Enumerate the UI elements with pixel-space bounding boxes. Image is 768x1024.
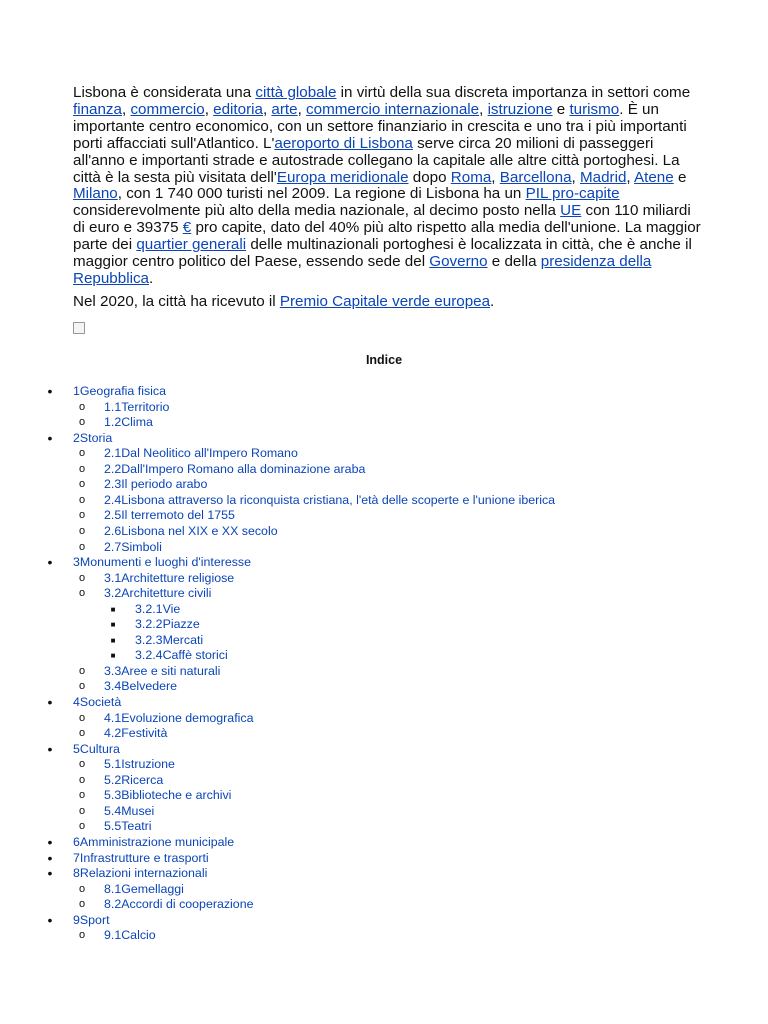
toc-number: 2.4 <box>104 492 122 507</box>
toc-label: Il terremoto del 1755 <box>121 508 235 523</box>
article-link[interactable]: aeroporto di Lisbona <box>274 134 413 152</box>
toc-number: 5.1 <box>104 757 122 772</box>
toc-link[interactable] <box>104 540 162 556</box>
toc-label: Evoluzione demografica <box>121 710 254 725</box>
toc-toggle-checkbox[interactable] <box>73 322 85 334</box>
toc-number: 8.2 <box>104 897 122 912</box>
toc-number: 3.2.1 <box>135 601 163 616</box>
toc-label: Simboli <box>121 539 162 554</box>
paragraph-text: . <box>490 293 495 310</box>
toc-label: Monumenti e luoghi d'interesse <box>79 555 252 570</box>
article-link[interactable]: Atene <box>634 168 674 186</box>
toc-link[interactable] <box>104 726 167 742</box>
toc-item-8 <box>0 866 768 882</box>
toc-label: Istruzione <box>121 757 175 772</box>
toc-link[interactable] <box>73 866 207 882</box>
toc-label: Accordi di cooperazione <box>121 897 254 912</box>
toc-label: Sport <box>79 912 110 927</box>
toc-item-2-7 <box>0 540 768 556</box>
toc-item-5-4 <box>0 804 768 820</box>
list-bullet-icon: o <box>78 587 86 600</box>
paragraph-text: Lisbona è considerata una <box>73 84 256 101</box>
toc-link[interactable] <box>135 648 228 664</box>
award-paragraph <box>73 294 703 311</box>
article-link[interactable]: Premio Capitale verde europea <box>279 293 491 310</box>
toc-label: Il periodo arabo <box>121 477 208 492</box>
paragraph-text: . È un importante centro economico, con un settore finanziario in crescita e uno tra i più importanti porti affacciati sull'Atlantico. L' <box>73 100 687 152</box>
list-bullet-icon: o <box>78 882 86 895</box>
toc-number: 3.1 <box>104 570 122 585</box>
toc-label: Lisbona nel XIX e XX secolo <box>121 523 278 538</box>
toc-number: 5.3 <box>104 788 122 803</box>
toc-item-3-2-3 <box>0 633 768 649</box>
toc-item-2-5 <box>0 508 768 524</box>
article-link[interactable]: istruzione <box>487 100 553 118</box>
toc-link[interactable] <box>104 757 175 773</box>
toc-number: 2.1 <box>104 446 122 461</box>
toc-item-2-1 <box>0 446 768 462</box>
toc-item-5-5 <box>0 819 768 835</box>
toc-label: Infrastrutture e trasporti <box>79 850 209 865</box>
article-link[interactable]: Milano <box>73 185 118 203</box>
toc-item-4 <box>0 695 768 711</box>
list-bullet-icon: o <box>78 462 86 475</box>
toc-label: Mercati <box>162 632 204 647</box>
list-bullet-icon: o <box>78 727 86 740</box>
toc-label: Vie <box>162 601 181 616</box>
paragraph-text: , <box>297 100 307 118</box>
toc-number: 2.3 <box>104 477 122 492</box>
toc-number: 2.7 <box>104 539 122 554</box>
toc-number: 3 <box>73 555 80 570</box>
toc-number: 8 <box>73 866 80 881</box>
toc-label: Ricerca <box>121 772 164 787</box>
toc-link[interactable] <box>73 555 251 571</box>
toc-label: Società <box>79 695 122 709</box>
toc-number: 5.2 <box>104 772 122 787</box>
list-bullet-icon: • <box>47 849 53 866</box>
toc-item-5 <box>0 742 768 758</box>
list-bullet-icon: o <box>78 898 86 911</box>
list-bullet-icon: ■ <box>110 635 116 645</box>
article-link[interactable]: città globale <box>255 84 337 101</box>
list-bullet-icon: o <box>78 680 86 693</box>
paragraph-text: , <box>571 168 580 186</box>
toc-item-9 <box>0 913 768 929</box>
list-bullet-icon: o <box>78 540 86 553</box>
toc-link[interactable] <box>104 415 153 431</box>
toc-link[interactable] <box>73 851 209 867</box>
article-link[interactable]: € <box>182 219 192 237</box>
toc-link[interactable] <box>104 804 154 820</box>
toc-item-1 <box>0 384 768 400</box>
list-bullet-icon: o <box>78 524 86 537</box>
toc-label: Festività <box>121 726 168 741</box>
toc-number: 9.1 <box>104 928 122 943</box>
toc-label: Teatri <box>121 819 152 834</box>
toc-item-2-3 <box>0 477 768 493</box>
toc-link[interactable] <box>135 633 203 649</box>
toc-item-3-2-2 <box>0 617 768 633</box>
list-bullet-icon: • <box>47 833 53 850</box>
article-link[interactable]: PIL pro-capite <box>525 185 620 203</box>
list-bullet-icon: o <box>78 571 86 584</box>
article-link[interactable]: Barcellona <box>499 168 572 186</box>
toc-item-3-2 <box>0 586 768 602</box>
list-bullet-icon: o <box>78 773 86 786</box>
list-bullet-icon: • <box>47 911 53 928</box>
toc-title: Indice <box>365 353 403 367</box>
toc-number: 8.1 <box>104 881 122 896</box>
toc-link[interactable] <box>104 788 231 804</box>
toc-number: 9 <box>73 912 80 927</box>
list-bullet-icon: o <box>78 804 86 817</box>
toc-link[interactable] <box>135 617 200 633</box>
toc-link[interactable] <box>104 400 169 416</box>
paragraph-text: e della <box>487 253 541 271</box>
toc-label: Piazze <box>162 617 200 632</box>
paragraph-text: dopo <box>408 168 451 186</box>
table-of-contents <box>0 384 768 964</box>
toc-label: Lisbona attraverso la riconquista cristiana, l'età delle scoperte e l'unione iberica <box>121 492 556 507</box>
list-bullet-icon: • <box>47 554 53 571</box>
toc-link[interactable] <box>104 773 163 789</box>
toc-item-5-2 <box>0 773 768 789</box>
toc-link[interactable] <box>104 493 555 509</box>
toc-link[interactable] <box>104 571 234 587</box>
list-bullet-icon: • <box>47 740 53 757</box>
toc-label: Architetture civili <box>121 586 212 601</box>
article-link[interactable]: commercio internazionale <box>306 100 480 118</box>
toc-item-2 <box>0 431 768 447</box>
toc-item-9-1 <box>0 928 768 944</box>
toc-link[interactable] <box>104 462 365 478</box>
list-bullet-icon: o <box>78 929 86 942</box>
list-bullet-icon: ■ <box>110 620 116 630</box>
list-bullet-icon: o <box>78 789 86 802</box>
paragraph-text: serve circa 20 milioni di passeggeri all'anno e importanti strade e autostrade collegano la capitale alle altre città portoghesi. La città è la sesta più visitata dell' <box>73 134 680 186</box>
toc-number: 2 <box>73 430 80 445</box>
list-bullet-icon: o <box>78 509 86 522</box>
toc-number: 6 <box>73 834 80 849</box>
toc-label: Clima <box>121 415 153 430</box>
toc-item-1-1 <box>0 400 768 416</box>
toc-number: 3.2.2 <box>135 617 163 632</box>
toc-link[interactable] <box>73 835 234 851</box>
toc-link[interactable] <box>104 882 184 898</box>
toc-link[interactable] <box>104 711 253 727</box>
paragraph-text: pro capite, dato del 40% più alto rispetto alla media dell'unione. La maggior parte dei <box>73 219 701 254</box>
paragraph-text: considerevolmente più alto della media nazionale, al decimo posto nella <box>73 202 561 220</box>
paragraph-text: con 110 miliardi di euro e 39375 <box>73 202 691 237</box>
toc-link[interactable] <box>104 928 156 944</box>
toc-link[interactable] <box>73 384 166 400</box>
toc-item-3-2-4 <box>0 648 768 664</box>
article-link[interactable]: turismo <box>569 100 620 118</box>
toc-link[interactable] <box>104 586 211 602</box>
paragraph-text: , <box>479 100 488 118</box>
article-link[interactable]: Governo <box>429 253 488 271</box>
toc-label: Calcio <box>121 928 156 943</box>
article-link[interactable]: quartier generali <box>136 236 247 254</box>
list-bullet-icon: o <box>78 447 86 460</box>
paragraph-text: delle multinazionali portoghesi è localizzata in città, che è anche il maggior centro politico del Paese, essendo sede del <box>73 236 692 271</box>
toc-label: Dall'Impero Romano alla dominazione araba <box>121 461 366 476</box>
toc-number: 4.1 <box>104 710 122 725</box>
toc-label: Architetture religiose <box>121 570 235 585</box>
paragraph-text: e <box>552 100 570 118</box>
toc-number: 3.2.4 <box>135 648 163 663</box>
toc-item-8-2 <box>0 897 768 913</box>
article-link[interactable]: finanza <box>73 100 122 118</box>
toc-number: 3.3 <box>104 663 122 678</box>
paragraph-text: , con 1 740 000 turisti nel 2009. La regione di Lisbona ha un <box>117 185 526 203</box>
list-bullet-icon: o <box>78 493 86 506</box>
toc-item-5-3 <box>0 788 768 804</box>
paragraph-text: , <box>491 168 500 186</box>
toc-label: Biblioteche e archivi <box>121 788 232 803</box>
toc-link[interactable] <box>73 913 110 929</box>
toc-number: 1 <box>73 384 80 398</box>
list-bullet-icon: o <box>78 478 86 491</box>
paragraph-text: , <box>626 168 635 186</box>
toc-item-3-2-1 <box>0 602 768 618</box>
toc-item-3-4 <box>0 679 768 695</box>
toc-label: Storia <box>79 430 113 445</box>
toc-link[interactable] <box>104 819 152 835</box>
toc-item-2-2 <box>0 462 768 478</box>
toc-number: 4 <box>73 695 80 709</box>
list-bullet-icon: o <box>78 400 86 413</box>
toc-label: Geografia fisica <box>79 384 166 398</box>
paragraph-text: Nel 2020, la città ha ricevuto il <box>73 293 280 310</box>
list-bullet-icon: o <box>78 664 86 677</box>
list-bullet-icon: ■ <box>110 651 116 661</box>
toc-link[interactable] <box>104 524 278 540</box>
toc-link[interactable] <box>104 508 235 524</box>
toc-item-2-6 <box>0 524 768 540</box>
toc-number: 3.4 <box>104 679 122 694</box>
article-link[interactable]: Madrid <box>579 168 627 186</box>
toc-link[interactable] <box>73 431 112 447</box>
paragraph-text: , <box>204 100 214 118</box>
toc-number: 1.2 <box>104 415 122 430</box>
toc-label: Relazioni internazionali <box>79 866 208 881</box>
toc-link[interactable] <box>104 679 177 695</box>
article-link[interactable]: Roma <box>450 168 492 186</box>
toc-link[interactable] <box>104 446 298 462</box>
list-bullet-icon: • <box>47 429 53 446</box>
toc-label: Amministrazione municipale <box>79 834 235 849</box>
toc-number: 5 <box>73 741 80 756</box>
article-link[interactable]: commercio <box>130 100 205 118</box>
toc-item-3-3 <box>0 664 768 680</box>
article-link[interactable]: arte <box>271 100 298 118</box>
toc-item-4-1 <box>0 711 768 727</box>
list-bullet-icon: o <box>78 758 86 771</box>
toc-number: 3.2 <box>104 586 122 601</box>
toc-item-8-1 <box>0 882 768 898</box>
list-bullet-icon: • <box>47 383 53 399</box>
toc-link[interactable] <box>73 742 120 758</box>
article-link[interactable]: presidenza della Repubblica <box>73 253 652 287</box>
toc-item-3-1 <box>0 571 768 587</box>
toc-label: Aree e siti naturali <box>121 663 221 678</box>
toc-label: Belvedere <box>121 679 178 694</box>
toc-link[interactable] <box>104 664 220 680</box>
toc-number: 2.5 <box>104 508 122 523</box>
list-bullet-icon: o <box>78 416 86 429</box>
list-bullet-icon: ■ <box>110 604 116 614</box>
toc-item-2-4 <box>0 493 768 509</box>
toc-link[interactable] <box>104 897 253 913</box>
toc-item-1-2 <box>0 415 768 431</box>
intro-paragraph <box>73 85 703 288</box>
paragraph-text: in virtù della sua discreta importanza in settori come <box>336 84 691 101</box>
toc-label: Gemellaggi <box>121 881 184 896</box>
toc-label: Cultura <box>79 741 120 756</box>
paragraph-text: . <box>149 269 154 287</box>
toc-number: 3.2.3 <box>135 632 163 647</box>
list-bullet-icon: o <box>78 711 86 724</box>
toc-number: 5.4 <box>104 803 122 818</box>
list-bullet-icon: • <box>47 694 53 710</box>
article-link[interactable]: editoria <box>213 100 263 118</box>
toc-number: 2.2 <box>104 461 122 476</box>
article-link[interactable]: Europa meridionale <box>276 168 409 186</box>
toc-label: Caffè storici <box>162 648 228 663</box>
list-bullet-icon: o <box>78 820 86 833</box>
toc-number: 5.5 <box>104 819 122 834</box>
toc-label: Dal Neolitico all'Impero Romano <box>121 446 298 461</box>
article-link[interactable]: UE <box>560 202 582 220</box>
toc-number: 2.6 <box>104 523 122 538</box>
toc-item-6 <box>0 835 768 851</box>
toc-label: Territorio <box>121 399 170 414</box>
toc-number: 4.2 <box>104 726 122 741</box>
paragraph-text: , <box>121 100 131 118</box>
toc-item-4-2 <box>0 726 768 742</box>
toc-number: 7 <box>73 850 80 865</box>
toc-number: 1.1 <box>104 399 122 414</box>
list-bullet-icon: • <box>47 865 53 882</box>
toc-label: Musei <box>121 803 155 818</box>
toc-link[interactable] <box>135 602 180 618</box>
paragraph-text: e <box>673 168 687 186</box>
toc-link[interactable] <box>73 695 121 711</box>
toc-item-3 <box>0 555 768 571</box>
toc-link[interactable] <box>104 477 207 493</box>
toc-item-7 <box>0 851 768 867</box>
paragraph-text: , <box>262 100 272 118</box>
toc-item-5-1 <box>0 757 768 773</box>
